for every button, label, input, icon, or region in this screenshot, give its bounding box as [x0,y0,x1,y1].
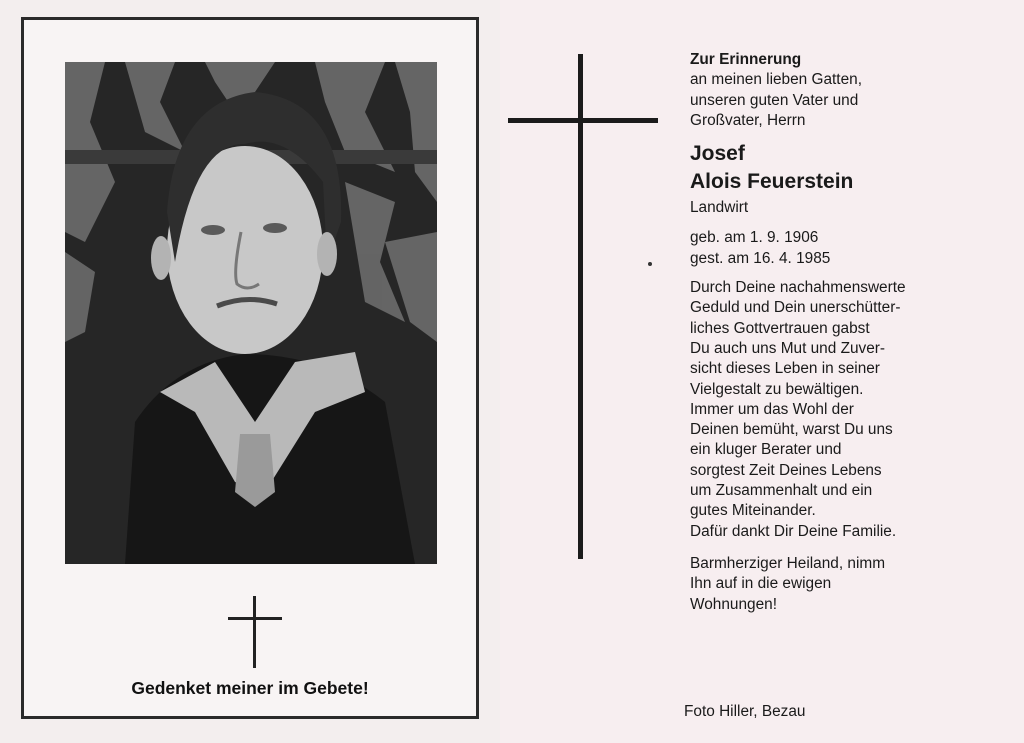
intro-line: unseren guten Vater und [690,91,859,109]
death-date: gest. am 16. 4. 1985 [690,249,831,267]
first-name: Josef [690,142,745,166]
large-cross-icon [578,54,583,559]
memorial-card-back [500,0,1024,743]
tribute-text: Durch Deine nachahmenswerte Geduld und Dein unerschütter- liches Gottvertrauen gabst Du auch uns Mut und Zuver- sicht dieses Leben in seiner Vielgestalt zu bewältigen. Immer um das Wohl der Deinen bemüht, warst Du uns ein kluger Berater und sorgtest Zeit Deines Lebens um Zusammenhalt und ein gutes Miteinander. Dafür dankt Dir Deine Familie. [690,279,906,540]
closing-prayer: Barmherziger Heiland, nimm Ihn auf in die ewigen Wohnungen! [690,554,886,613]
print-speck [648,262,652,266]
large-cross-icon-bar [508,118,658,123]
small-cross-icon [228,596,282,668]
portrait-image [65,62,437,564]
photographer-credit: Foto Hiller, Bezau [684,703,806,720]
memorial-text [690,50,1010,615]
card-border-frame [21,17,479,719]
intro-line: an meinen lieben Gatten, [690,71,862,89]
portrait-photo [65,62,437,564]
prayer-caption: Gedenket meiner im Gebete! [131,678,369,698]
birth-date: geb. am 1. 9. 1906 [690,229,819,247]
intro-title: Zur Erinnerung [690,51,802,68]
intro-line: Großvater, Herrn [690,111,806,129]
occupation: Landwirt [690,199,749,217]
full-name: Alois Feuerstein [690,170,854,194]
memorial-card-front [0,0,500,743]
